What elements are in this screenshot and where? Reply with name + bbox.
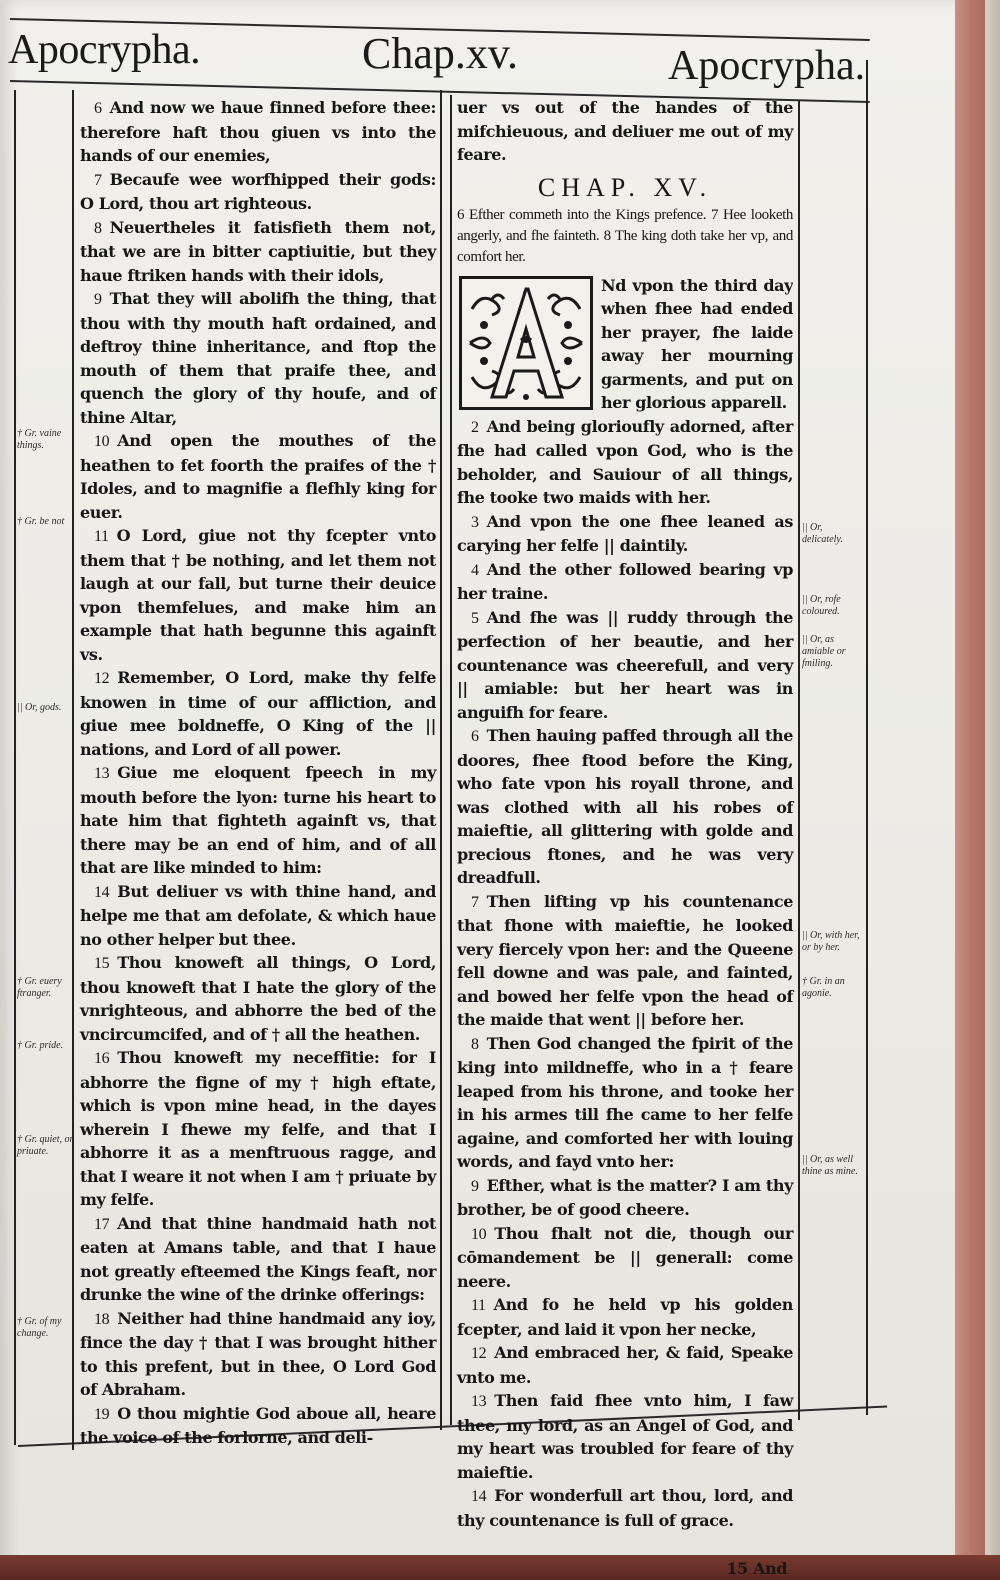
verse: [457, 1293, 793, 1341]
verse-number: 17: [94, 1215, 110, 1233]
verse-text: O thou mightie God aboue all, heare the voice of the forlorne, and deli-: [80, 1403, 436, 1447]
verse: [457, 415, 793, 510]
margin-note: † Gr. in an agonie.: [802, 976, 845, 999]
verse: [457, 606, 793, 725]
verse-text: Neuertheles it fatisfieth them not, that we are in bitter captiuitie, but they haue ftriken hands with their idols,: [80, 217, 436, 285]
verse: [80, 216, 436, 288]
chapter-title: CHAP. XV.: [537, 172, 713, 202]
verse-text: O Lord, giue not thy fcepter vnto them that † be nothing, and let them not laugh at our fall, but turne their deuice vpon themfelues, and make him an example that hath begunne this againft vs.: [80, 526, 436, 664]
first-verse: [457, 274, 793, 415]
verse-number: 11: [471, 1297, 486, 1314]
running-head-chapter: Chap.xv.: [362, 29, 519, 78]
margin-note: † Gr. vaine things.: [17, 428, 62, 451]
verse-continuation: uer vs out of the handes of the mifchieuous, and deliuer me out of my feare.: [457, 98, 793, 164]
catchword: 15 And: [726, 1558, 787, 1578]
running-head-left: Apocrypha.: [8, 27, 201, 73]
verse: [80, 524, 436, 666]
verse-text: That they will abolifh the thing, that thou with thy mouth haft ordained, and deftroy thine inheritance, and ftop the mouth of them that praife thee, and quench the glory of thy houfe, and of thine Altar,: [80, 289, 436, 427]
verse-text: And the other followed bearing vp her traine.: [457, 559, 793, 603]
chapter-summary: 6 Efther commeth into the Kings prefence. 7 Hee looketh angerly, and fhe fainteth. 8 The king doth take her vp, and comfort her.: [457, 206, 793, 265]
verse: [80, 666, 436, 761]
margin-note: || Or, gods.: [17, 702, 62, 713]
verse-number: 7: [94, 171, 102, 189]
verse-number: 13: [471, 1393, 487, 1410]
verse-text: Then lifting vp his countenance that fhone with maieftie, he looked very fiercely vpon her: and the Queene fell downe and was pale, and fainted, and bowed her felfe vpon the head of the maide that went || before her.: [457, 891, 793, 1029]
verse: [80, 1046, 436, 1212]
left-margin-rule: [72, 90, 74, 1450]
verse-number: 11: [94, 528, 109, 545]
verse-text: Remember, O Lord, make thy felfe knowen in time of our affliction, and giue mee boldneffe, O King of the || nations, and Lord of all power.: [80, 668, 436, 759]
verse-text: Nd vpon the third day when fhee had ended her prayer, fhe laide away her mourning garments, and put on her glorious apparell.: [601, 275, 793, 412]
verse-text: Thou knoweft my neceffitie: for I abhorre the figne of my † high eftate, which is vpon mine head, in the dayes wherein I fhewe my felfe, and that I abhorre it as a menftruous ragge, and that I weare it not when I am † priuate by my felfe.: [80, 1048, 436, 1209]
verse: [457, 1532, 793, 1557]
margin-note: † Gr. quiet, or priuate.: [17, 1134, 74, 1157]
page-edges: [985, 0, 1000, 1580]
verse: [457, 510, 793, 558]
verse-text: But deliuer vs with thine hand, and helpe me that am defolate, & which haue no other helper but thee.: [80, 881, 436, 949]
verse: [457, 1174, 793, 1222]
verse-text: And vpon the one fhee leaned as carying her felfe || daintily.: [457, 511, 793, 555]
margin-note: || Or, with her, or by her.: [802, 930, 860, 953]
right-margin-rule: [798, 100, 800, 1420]
verse-number: 9: [94, 291, 102, 308]
verse-number: 8: [94, 219, 102, 237]
verse-number: 2: [471, 418, 479, 436]
verse: [80, 761, 436, 880]
verse-text: Thou fhalt not die, though our cōmandement be || generall: come neere.: [457, 1223, 793, 1291]
right-text-column: [457, 96, 793, 1580]
verse: [80, 96, 436, 168]
verse-text: And now we haue finned before thee: therefore haft thou giuen vs into the hands of our enemies,: [80, 98, 436, 165]
verse: [457, 1222, 793, 1294]
verse-number: 5: [471, 609, 479, 627]
verse: [80, 1402, 436, 1450]
right-outer-rule: [866, 60, 868, 1415]
verse-text: And embraced her, & faid, Speake vnto me.: [457, 1343, 793, 1387]
gutter-rule-right: [450, 95, 452, 1425]
verse-number: 12: [471, 1345, 487, 1362]
verse-text: And fhe was || ruddy through the perfection of her beautie, and her countenance was cheerefull, and very || amiable: but her heart was in anguifh for feare.: [457, 607, 793, 722]
verse-number: 16: [94, 1050, 110, 1067]
verse-number: 10: [471, 1225, 487, 1243]
verse-text: Then hauing paffed through all the doores, fhee ftood before the King, who fate vpon his royall throne, and was clothed with all his robes of maieftie, all glittering with golde and precious ftones, and he was very dreadfull.: [457, 726, 793, 887]
verse-number: 15: [94, 955, 110, 972]
verse-number: 13: [94, 765, 110, 782]
verse-number: 14: [94, 883, 110, 901]
verse: [80, 1212, 436, 1307]
verse-text: Efther, what is the matter? I am thy brother, be of good cheere.: [457, 1175, 793, 1219]
margin-note: † Gr. be not: [17, 516, 65, 527]
verse: [80, 1307, 436, 1402]
verse-number: 14: [471, 1488, 487, 1505]
verse-text: And being glorioufly adorned, after fhe had called vpon God, who is the beholder, and Sauiour of all things, fhe tooke two maids with her.: [457, 416, 793, 507]
verse-number: 4: [471, 561, 479, 579]
verse-number: 3: [471, 513, 479, 531]
verse-number: 8: [471, 1035, 479, 1053]
margin-note: || Or, as well thine as mine.: [802, 1154, 858, 1177]
verse-number: 18: [94, 1310, 110, 1328]
verse: [80, 880, 436, 952]
verse-text: And fo he held vp his golden fcepter, and laid it vpon her necke,: [457, 1295, 793, 1339]
margin-note: || Or, as amiable or fmiling.: [802, 634, 846, 669]
margin-note: || Or, rofe coloured.: [802, 594, 841, 617]
ornamental-initial-icon: [459, 276, 593, 410]
verse-number: 19: [94, 1405, 110, 1423]
left-text-column: [80, 96, 436, 1450]
verse-text: And open the mouthes of the heathen to fet foorth the praifes of the † Idoles, and to magnifie a flefhly king for euer.: [80, 431, 436, 522]
verse-text: For wonderfull art thou, lord, and thy countenance is full of grace.: [457, 1486, 793, 1530]
verse: [80, 951, 436, 1046]
verse-text: Then faid fhee vnto him, I faw thee, my lord, as an Angel of God, and my heart was troubled for feare of thy maieftie.: [457, 1391, 793, 1482]
verse-number: 12: [94, 670, 110, 687]
margin-note: † Gr. euery ftranger.: [17, 976, 62, 999]
verse-number: 6: [471, 728, 479, 745]
verse-text: Neither had thine handmaid any ioy, fince the day † that I was brought hither to this prefent, but in thee, O Lord God of Abraham.: [80, 1308, 436, 1399]
verse-number: 7: [471, 893, 479, 911]
verse: [457, 1341, 793, 1389]
verse: [457, 1484, 793, 1532]
verse: [457, 1032, 793, 1174]
margin-note: † Gr. pride.: [17, 1040, 64, 1051]
verse: [80, 287, 436, 429]
verse: [457, 724, 793, 890]
running-head-right: Apocrypha.: [668, 43, 866, 89]
verse: [457, 558, 793, 606]
verse: [457, 890, 793, 1032]
verse-text: Giue me eloquent fpeech in my mouth before the lyon: turne his heart to hate him that fighteth againft vs, that there may be an end of him, and of all that are like minded to him:: [80, 763, 436, 877]
verse: [80, 168, 436, 216]
verse-number: 10: [94, 433, 110, 450]
verse-text: Thou knoweft all things, O Lord, thou knoweft that I hate the glory of the vnrighteous, and abhorre the bed of the vncircumcifed, and of † all the heathen.: [80, 953, 436, 1044]
verse-number: 9: [471, 1177, 479, 1195]
verse-text: Becaufe wee worfhipped their gods: O Lord, thou art righteous.: [80, 169, 436, 213]
margin-note: † Gr. of my change.: [17, 1316, 62, 1339]
verse: [457, 1389, 793, 1484]
verse-text: Then God changed the fpirit of the king into mildneffe, who in a † feare leaped from his throne, and tooke her in his armes till fhe came to her felfe againe, and comforted her with louing words, and fayd vnto her:: [457, 1033, 793, 1171]
gutter-rule-left: [440, 90, 442, 1430]
verse: [80, 429, 436, 524]
verse-text: And that thine handmaid hath not eaten at Amans table, and that I haue not greatly efteemed the Kings feaft, nor drunke the wine of the drinke offerings:: [80, 1213, 436, 1304]
verse-number: 6: [94, 100, 102, 117]
margin-note: || Or, delicately.: [802, 522, 843, 545]
left-outer-rule: [14, 90, 16, 1445]
